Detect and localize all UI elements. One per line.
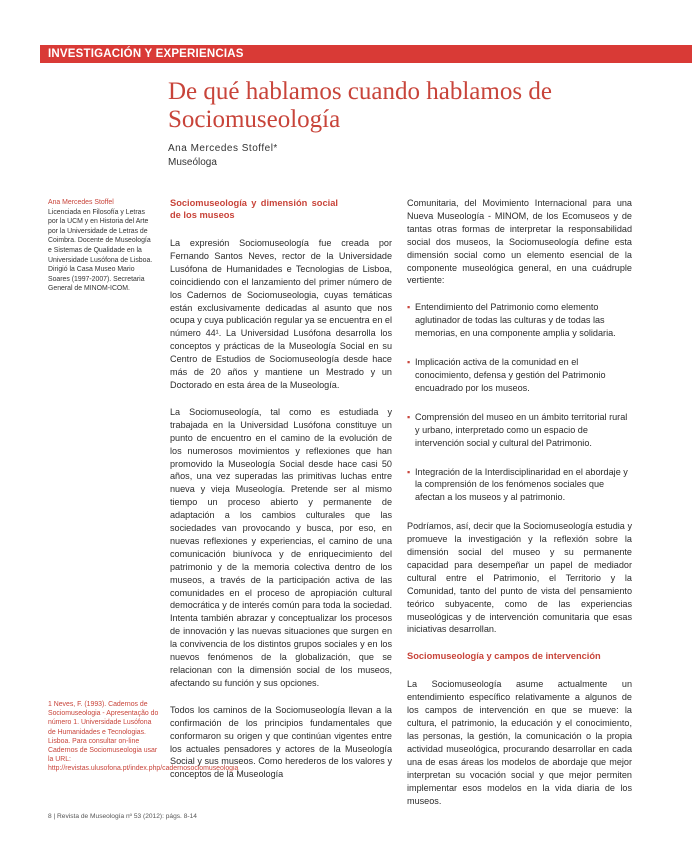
- paragraph: La Sociomuseología, tal como es estudiada y trabajada en la Universidad Lusófona constituye un punto de encuentro en el camino de la evolución de los numerosos movimientos y reflexiones que han promovido la Museología Social desde hace casi 50 años, una vez superadas las primitivas luchas entre nueva y vieja Museología. Pretende ser al mismo tiempo un proceso abierto y permanente de adaptación a los cambios culturales que las sociedades van provocando y busca, por eso, en nuevas reflexiones y experiencias, el camino de una comunicación biunívoca y de enriquecimiento del patrimonio y de la memoria colectiva dentro de los museos, a través de la participación activa de las comunidades en el proceso de apropiación cultural democrática y de interés común para toda la sociedad. Intenta también abrazar y conceptualizar los procesos de innovación y las nuevas situaciones que surgen en la convivencia de los distintos grupos sociales y en los nuevos fenómenos de la globalización, que se relacionan con la dimensión social de los museos, afectando su función y sus opciones.: [170, 406, 392, 688]
- left-column: [170, 197, 392, 795]
- paragraph: Podríamos, así, decir que la Sociomuseología estudia y promueve la investigación y la reflexión sobre la dimensión social del museo y su permanente capacidad para desempeñar un papel de mediador cultural entre el Patrimonio, el Territorio y la Comunidad, tanto del punto de vista del pensamiento teórico subyacente, como de las experiencias museológicas y de intervención comunitaria que esas iniciativas desarrollan.: [407, 521, 632, 635]
- section-label: INVESTIGACIÓN Y EXPERIENCIAS: [40, 45, 692, 63]
- paragraph: La expresión Sociomuseología fue creada por Fernando Santos Neves, rector de la Universidade Lusófona de Humanidades e Tecnologias de Lisboa, coincidiendo con el lanzamiento del primer número de los Cadernos de Sociomuseologia, cuyas temáticas están exclusivamente dedicadas al asunto que nos ocupa y cuya publicación regular ya se encuentra en el número 44¹. La Universidad Lusófona desarrolla los conceptos y prácticas de la Museología Social en su Centro de Estudios de Sociomuseología desde hace más de 20 años y mantiene un Mestrado y un Doctorado en esta área de la Museología.: [170, 238, 392, 390]
- paragraph: Todos los caminos de la Sociomuseología llevan a la confirmación de los principios fundamentales que conformaron su origen y que continúan vigentes entre los actuales pensadores y actores de la Museología Social y sus museos. Como herederos de los valores y conceptos de la Museología: [170, 704, 392, 780]
- bullet-icon: ▪: [407, 466, 411, 477]
- list-item: ▪ Entendimiento del Patrimonio como elemento aglutinador de todas las culturas y de todas las memorias, en una componente amplia y solidaria.: [407, 302, 616, 339]
- author-name: Ana Mercedes Stoffel*: [168, 143, 278, 154]
- article-title: De qué hablamos cuando hablamos de Sociomuseología: [168, 78, 552, 133]
- right-column: [407, 197, 632, 821]
- bullet-icon: ▪: [407, 411, 411, 422]
- bullet-icon: ▪: [407, 302, 411, 313]
- bio-text: Licenciada en Filosofía y Letras por la UCM y en Historia del Arte por la Universidade de Letras de Coimbra. Docente de Museología e Sistemas de Qualidade en la Universidade Lusófona de Lisboa. Dirigió la Casa Museo Mario Soares (1997-2007). Secretaria General de MINOM-ICOM.: [48, 208, 153, 293]
- author-role: Museóloga: [168, 157, 217, 168]
- list-item: ▪ Integración de la Interdisciplinaridad en el abordaje y la comprensión de los fenómenos sociales que afectan a los museos y al patrimonio.: [407, 466, 628, 503]
- bullet-icon: ▪: [407, 357, 411, 368]
- section-heading: Sociomuseología y campos de intervención: [407, 651, 601, 662]
- author-bio: [48, 198, 156, 294]
- list-item: ▪ Comprensión del museo en un ámbito territorial rural y urbano, interpretado como un espacio de intervención social y cultural del Patrimonio.: [407, 411, 628, 448]
- bio-name: Ana Mercedes Stoffel: [48, 199, 114, 206]
- list-item: ▪ Implicación activa de la comunidad en el conocimiento, defensa y gestión del Patrimonio encuadrado por los museos.: [407, 357, 606, 393]
- footnote: 1 Neves, F. (1993). Cadernos de Sociomuseologia - Apresentação do número 1. Universidade Lusófona de Humanidades e Tecnologias. Lisboa. Para consultar on-line Cadernos de Sociomuseologia usar la URL: http://revistas.ulusofona.pt/index.php/cadernosociomuseologia: [48, 701, 239, 773]
- paragraph: La Sociomuseología asume actualmente un entendimiento específico relativamente a algunos de los campos de intervención en que se mueve: la cultura, el patrimonio, la educación y el conocimiento, las personas, la gestión, la comunicación o la propia actividad museológica, procurando desarrollar en cada una de esas áreas los modelos de abordaje que mejor interpretan su vocación social y que mejor permiten implementar esos modelos en la vida diaria de los museos.: [407, 679, 632, 806]
- section-heading: Sociomuseología y dimensión social de los museos: [170, 198, 338, 220]
- page-footer: 8 | Revista de Museología nº 53 (2012): págs. 8-14: [48, 813, 197, 820]
- bullet-list: [407, 301, 632, 504]
- paragraph: Comunitaria, del Movimiento Internacional para una Nueva Museología - MINOM, de los Ecomuseos y de tantas otras formas de interpretar la responsabilidad social dos museos, la Sociomuseología define esta dimensión social como un elemento esencial de la componente museológica general, en una cuádruple vertiente:: [407, 198, 632, 286]
